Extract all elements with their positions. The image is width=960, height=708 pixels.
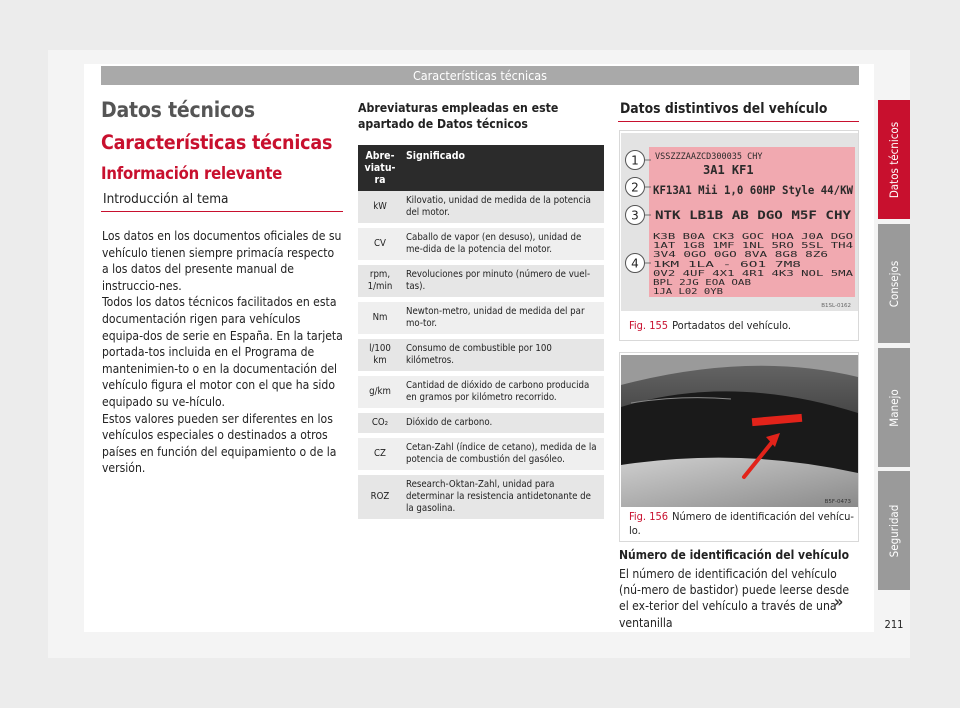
table-title: Abreviaturas empleadas en este apartado de Datos técnicos [358,101,559,131]
callout-4: 4 [631,256,639,271]
vin-title: Número de identificación del vehículo [619,548,849,562]
topic-title: Introducción al tema [101,191,343,212]
header-abbreviation: Abre-viatu-ra [358,145,402,191]
vin-text: El número de identificación del vehículo (nú-mero de bastidor) puede leerse desde el ex-terior del vehículo a través de una ventanilla [619,567,850,630]
chapter-title: Datos técnicos [101,98,255,122]
abbr-cell: rpm, 1/min [358,263,402,300]
tab-manejo[interactable] [878,348,910,467]
vin-window-image [621,355,858,507]
tab-label: Datos técnicos [887,121,901,198]
figure-number: Fig. 155 [629,319,669,332]
label-line: 3V4 0GO 0GO 8VA 8G8 8Z6 [653,250,829,259]
meaning-cell: Dióxido de carbono. [402,411,604,436]
paragraph: Estos valores pueden ser diferentes en los vehículos especiales o destinados a otros países en función del equipamiento o de la versión. [102,411,337,476]
label-line: 3A1 KF1 [703,163,754,177]
abbr-cell: CO₂ [358,411,402,436]
page-number: 211 [884,618,904,631]
meaning-cell: Caballo de vapor (en desuso), unidad de me-dida de la potencia del motor. [402,226,604,263]
callout-1: 1 [631,153,639,168]
abbreviations-column [358,101,604,524]
tab-seguridad[interactable] [878,471,910,590]
meaning-cell: Consumo de combustible por 100 kilómetros. [402,337,604,374]
figure-caption [629,319,791,333]
label-line: 1AT 1G8 1MF 1NL 5RO 5SL TH4 [653,241,854,250]
label-line: 0V2 4UF 4X1 4R1 4K3 NOL 5MA [653,269,854,278]
label-line: KF13A1 Mii 1,0 60HP Style 44/KW [653,183,854,197]
table-row [358,337,604,374]
figure-code: B5F-0473 [824,499,851,505]
meaning-cell: Newton-metro, unidad de medida del par mo-tor. [402,300,604,337]
subsection-title: Información relevante [101,164,283,183]
chapter-banner: Características técnicas [101,66,859,85]
tab-label: Consejos [887,260,901,307]
tab-label: Seguridad [887,504,901,557]
intro-column [101,98,343,477]
abbr-cell: CZ [358,436,402,473]
meaning-cell: Cetan-Zahl (índice de cetano), medida de la potencia de combustión del gasóleo. [402,436,604,473]
table-row [358,226,604,263]
label-line: 1JA L02 0YB [653,287,724,296]
table-row [358,300,604,337]
table-row [358,374,604,411]
abbr-cell: Nm [358,300,402,337]
meaning-cell: Cantidad de dióxido de carbono producida en gramos por kilómetro recorrido. [402,374,604,411]
data-carrier-image [621,133,858,311]
caption-text: Número de identificación del vehícu-lo. [629,510,855,537]
tab-consejos[interactable] [878,224,910,343]
paragraph: Todos los datos técnicos facilitados en esta documentación rigen para vehículos equipa-dos de serie en España. En la tarjeta portada-tos incluida en el Programa de mantenimien-to o en la documentación del vehículo figura el motor con el que ha sido equipado su ve-hículo. [102,295,343,409]
label-line: 1KM 1LA - 6O1 7M8 [653,260,802,269]
header-meaning: Significado [402,145,604,191]
tab-label: Manejo [887,388,901,427]
figure-caption [629,510,854,538]
meaning-cell: Revoluciones por minuto (número de vuel-tas). [402,263,604,300]
figure-155 [619,130,859,341]
figure-code: B1SL-0162 [821,303,851,309]
table-row [358,436,604,473]
label-line: NTK LB1B AB DGO M5F CHY [655,208,852,222]
table-row [358,263,604,300]
abbr-cell: CV [358,226,402,263]
vin-section [619,548,859,631]
abbr-cell: ROZ [358,473,402,522]
tab-datos-tecnicos[interactable] [878,100,910,219]
section-title: Características técnicas [101,131,333,154]
figure-156 [619,352,859,542]
table-header-row [358,145,604,191]
abbreviations-table [358,145,604,524]
paragraph: Los datos en los documentos oficiales de su vehículo tienen siempre primacía respecto a los datos del presente manual de instruccio-nes. [102,229,342,293]
label-line: K3B B0A CK3 GOC HOA J0A DGO [653,232,854,241]
abbr-cell: kW [358,191,402,226]
figure-number: Fig. 156 [629,510,669,523]
label-line: BPL 2JG EOA OAB [653,278,752,287]
caption-text: Portadatos del vehículo. [672,319,792,332]
table-row [358,411,604,436]
continue-arrow-icon: » [834,592,844,611]
meaning-cell: Research-Oktan-Zahl, unidad para determinar la resistencia antidetonante de la gasolina. [402,473,604,522]
vehicle-data-title: Datos distintivos del vehículo [618,101,859,122]
table-row [358,191,604,226]
label-line: VSSZZZAAZCD300035 CHY [655,152,763,162]
callout-3: 3 [631,208,639,223]
callout-2: 2 [631,180,639,195]
table-row [358,473,604,522]
meaning-cell: Kilovatio, unidad de medida de la potencia del motor. [402,191,604,226]
abbr-cell: l/100 km [358,337,402,374]
intro-text [101,228,343,477]
vehicle-data-column [618,101,859,630]
abbr-cell: g/km [358,374,402,411]
